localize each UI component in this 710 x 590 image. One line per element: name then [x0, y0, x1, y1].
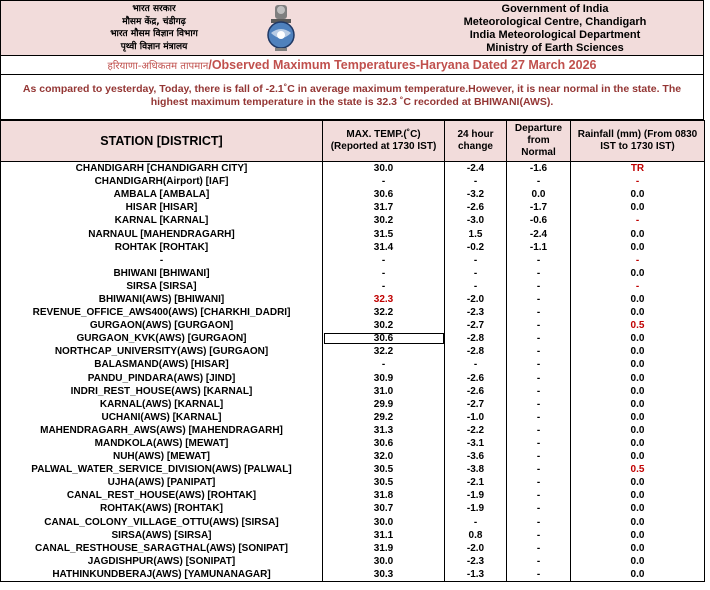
rainfall-cell[interactable]: 0.0	[571, 476, 705, 489]
station-cell[interactable]: GURGAON(AWS) [GURGAON]	[1, 319, 323, 332]
rainfall-cell[interactable]: TR	[571, 162, 705, 176]
change-cell[interactable]: -2.1	[445, 476, 507, 489]
max-temp-cell[interactable]: 29.2	[323, 411, 445, 424]
change-cell[interactable]: -2.6	[445, 385, 507, 398]
column-header-rainfall[interactable]: Rainfall (mm) (From 0830 IST to 1730 IST)	[571, 121, 705, 162]
english-line: Meteorological Centre, Chandigarh	[463, 16, 647, 28]
max-temp-cell[interactable]: 30.0	[323, 162, 445, 176]
temperature-table	[0, 120, 705, 582]
hindi-line: भारत मौसम विज्ञान विभाग	[110, 29, 198, 39]
departure-cell[interactable]: -	[507, 411, 571, 424]
summary-text: As compared to yesterday, Today, there is fall of -2.1˚C in average maximum temperature.However, it is near normal in the state. The highest maximum temperature in the state is 32.3 ˚C recorded at BHIWANI(AWS).	[0, 75, 704, 120]
change-cell[interactable]: -2.3	[445, 555, 507, 568]
column-header-change[interactable]: 24 hour change	[445, 121, 507, 162]
change-cell[interactable]: -2.0	[445, 293, 507, 306]
departure-cell[interactable]: -	[507, 345, 571, 358]
max-temp-cell[interactable]: 31.7	[323, 201, 445, 214]
change-cell[interactable]: 1.5	[445, 227, 507, 240]
departure-cell[interactable]: -	[507, 385, 571, 398]
max-temp-cell[interactable]: 30.6	[323, 332, 445, 345]
change-cell[interactable]: 0.8	[445, 529, 507, 542]
change-cell[interactable]: -3.2	[445, 188, 507, 201]
max-temp-cell[interactable]: 30.0	[323, 555, 445, 568]
departure-cell[interactable]: -	[507, 293, 571, 306]
station-cell[interactable]: NUH(AWS) [MEWAT]	[1, 450, 323, 463]
rainfall-cell[interactable]: 0.0	[571, 450, 705, 463]
change-cell[interactable]: -2.6	[445, 372, 507, 385]
max-temp-cell[interactable]: 30.7	[323, 502, 445, 515]
change-cell[interactable]: -1.3	[445, 568, 507, 582]
table-row	[1, 358, 705, 371]
station-cell[interactable]: CANAL_RESTHOUSE_SARAGTHAL(AWS) [SONIPAT]	[1, 542, 323, 555]
station-cell[interactable]: -	[1, 254, 323, 267]
national-emblem-icon	[259, 3, 303, 53]
table-row	[1, 372, 705, 385]
table-row	[1, 162, 705, 176]
report-title-hindi: हरियाणा-अधिकतम तापमान	[107, 61, 209, 72]
column-header-max-temp[interactable]: MAX. TEMP.(˚C) (Reported at 1730 IST)	[323, 121, 445, 162]
change-cell[interactable]: -1.0	[445, 411, 507, 424]
max-temp-cell[interactable]: -	[323, 358, 445, 371]
station-cell[interactable]: PALWAL_WATER_SERVICE_DIVISION(AWS) [PALWAL]	[1, 463, 323, 476]
table-row	[1, 306, 705, 319]
table-row	[1, 319, 705, 332]
change-cell[interactable]: -3.6	[445, 450, 507, 463]
rainfall-cell[interactable]: 0.0	[571, 358, 705, 371]
max-temp-cell[interactable]: -	[323, 280, 445, 293]
station-cell[interactable]: UCHANI(AWS) [KARNAL]	[1, 411, 323, 424]
table-row	[1, 568, 705, 582]
max-temp-cell[interactable]: 31.0	[323, 385, 445, 398]
max-temp-cell[interactable]: -	[323, 254, 445, 267]
max-temp-cell[interactable]: 30.0	[323, 516, 445, 529]
table-row	[1, 516, 705, 529]
rainfall-cell[interactable]: -	[571, 254, 705, 267]
rainfall-cell[interactable]: 0.0	[571, 201, 705, 214]
change-cell[interactable]: -	[445, 175, 507, 188]
departure-cell[interactable]: -	[507, 555, 571, 568]
max-temp-cell[interactable]: 31.4	[323, 241, 445, 254]
change-cell[interactable]: -	[445, 358, 507, 371]
table-row	[1, 463, 705, 476]
table-row	[1, 385, 705, 398]
departure-cell[interactable]: -	[507, 568, 571, 582]
table-row	[1, 502, 705, 515]
departure-cell[interactable]: -	[507, 267, 571, 280]
departure-cell[interactable]: -1.1	[507, 241, 571, 254]
rainfall-cell[interactable]: 0.0	[571, 398, 705, 411]
table-row	[1, 437, 705, 450]
departure-cell[interactable]: -	[507, 332, 571, 345]
report-title	[0, 56, 704, 75]
station-cell[interactable]: BHIWANI(AWS) [BHIWANI]	[1, 293, 323, 306]
departure-cell[interactable]: -	[507, 358, 571, 371]
change-cell[interactable]: -2.7	[445, 319, 507, 332]
station-cell[interactable]: SIRSA(AWS) [SIRSA]	[1, 529, 323, 542]
station-cell[interactable]: UJHA(AWS) [PANIPAT]	[1, 476, 323, 489]
rainfall-cell[interactable]: 0.0	[571, 293, 705, 306]
rainfall-cell[interactable]: 0.0	[571, 568, 705, 582]
change-cell[interactable]: -1.9	[445, 502, 507, 515]
table-row	[1, 280, 705, 293]
table-row	[1, 201, 705, 214]
max-temp-cell[interactable]: 32.2	[323, 345, 445, 358]
max-temp-cell[interactable]: 31.9	[323, 542, 445, 555]
table-row	[1, 398, 705, 411]
table-row	[1, 267, 705, 280]
report-title-english: /Observed Maximum Temperatures-Haryana Dated 27 March 2026	[208, 58, 597, 72]
departure-cell[interactable]: 0.0	[507, 188, 571, 201]
rainfall-cell[interactable]: 0.5	[571, 463, 705, 476]
station-cell[interactable]: NARNAUL [MAHENDRAGARH]	[1, 227, 323, 240]
departure-cell[interactable]: -	[507, 280, 571, 293]
max-temp-cell[interactable]: -	[323, 267, 445, 280]
rainfall-cell[interactable]: 0.0	[571, 424, 705, 437]
rainfall-cell[interactable]: 0.0	[571, 542, 705, 555]
table-row	[1, 175, 705, 188]
departure-cell[interactable]: -0.6	[507, 214, 571, 227]
station-cell[interactable]: MANDKOLA(AWS) [MEWAT]	[1, 437, 323, 450]
departure-cell[interactable]: -	[507, 254, 571, 267]
station-cell[interactable]: CHANDIGARH [CHANDIGARH CITY]	[1, 162, 323, 176]
rainfall-cell[interactable]: 0.5	[571, 319, 705, 332]
departure-cell[interactable]: -	[507, 306, 571, 319]
column-header-station[interactable]: STATION [DISTRICT]	[1, 121, 323, 162]
max-temp-cell[interactable]: 30.5	[323, 476, 445, 489]
change-cell[interactable]: -2.4	[445, 162, 507, 176]
max-temp-cell[interactable]: 30.6	[323, 437, 445, 450]
departure-cell[interactable]: -1.7	[507, 201, 571, 214]
departure-cell[interactable]: -	[507, 489, 571, 502]
station-cell[interactable]: JAGDISHPUR(AWS) [SONIPAT]	[1, 555, 323, 568]
departure-cell[interactable]: -	[507, 398, 571, 411]
station-cell[interactable]: SIRSA [SIRSA]	[1, 280, 323, 293]
station-cell[interactable]: INDRI_REST_HOUSE(AWS) [KARNAL]	[1, 385, 323, 398]
letterhead	[0, 0, 704, 56]
table-row	[1, 345, 705, 358]
table-row	[1, 227, 705, 240]
rainfall-cell[interactable]: 0.0	[571, 241, 705, 254]
table-row	[1, 489, 705, 502]
station-cell[interactable]: HISAR [HISAR]	[1, 201, 323, 214]
departure-cell[interactable]: -2.4	[507, 227, 571, 240]
departure-cell[interactable]: -	[507, 372, 571, 385]
station-cell[interactable]: BALASMAND(AWS) [HISAR]	[1, 358, 323, 371]
table-row	[1, 214, 705, 227]
rainfall-cell[interactable]: 0.0	[571, 385, 705, 398]
rainfall-cell[interactable]: 0.0	[571, 411, 705, 424]
change-cell[interactable]: -	[445, 280, 507, 293]
departure-cell[interactable]: -	[507, 476, 571, 489]
station-cell[interactable]: CANAL_REST_HOUSE(AWS) [ROHTAK]	[1, 489, 323, 502]
rainfall-cell[interactable]: 0.0	[571, 555, 705, 568]
max-temp-cell[interactable]: 30.9	[323, 372, 445, 385]
table-row	[1, 188, 705, 201]
station-cell[interactable]: PANDU_PINDARA(AWS) [JIND]	[1, 372, 323, 385]
departure-cell[interactable]: -	[507, 424, 571, 437]
table-body	[1, 162, 705, 582]
change-cell[interactable]: -3.8	[445, 463, 507, 476]
english-line: Ministry of Earth Sciences	[486, 42, 624, 54]
max-temp-cell[interactable]: -	[323, 175, 445, 188]
departure-cell[interactable]: -	[507, 450, 571, 463]
rainfall-cell[interactable]: -	[571, 175, 705, 188]
change-cell[interactable]: -3.1	[445, 437, 507, 450]
table-row	[1, 411, 705, 424]
table-row	[1, 332, 705, 345]
table-row	[1, 241, 705, 254]
max-temp-cell[interactable]: 29.9	[323, 398, 445, 411]
english-line: India Meteorological Department	[469, 29, 641, 41]
departure-cell[interactable]: -	[507, 502, 571, 515]
column-header-departure[interactable]: Departure from Normal	[507, 121, 571, 162]
station-cell[interactable]: ROHTAK [ROHTAK]	[1, 241, 323, 254]
rainfall-cell[interactable]: 0.0	[571, 332, 705, 345]
english-letterhead	[435, 3, 675, 55]
hindi-line: मौसम केंद्र, चंडीगढ़	[122, 16, 186, 27]
rainfall-cell[interactable]: -	[571, 214, 705, 227]
rainfall-cell[interactable]: 0.0	[571, 227, 705, 240]
rainfall-cell[interactable]: 0.0	[571, 306, 705, 319]
departure-cell[interactable]: -	[507, 529, 571, 542]
departure-cell[interactable]: -	[507, 319, 571, 332]
hindi-line: पृथ्वी विज्ञान मंत्रालय	[120, 41, 188, 52]
rainfall-cell[interactable]: 0.0	[571, 516, 705, 529]
table-row	[1, 542, 705, 555]
station-cell[interactable]: BHIWANI [BHIWANI]	[1, 267, 323, 280]
departure-cell[interactable]: -	[507, 542, 571, 555]
max-temp-cell[interactable]: 31.8	[323, 489, 445, 502]
table-row	[1, 555, 705, 568]
change-cell[interactable]: -2.3	[445, 306, 507, 319]
station-cell[interactable]: KARNAL [KARNAL]	[1, 214, 323, 227]
max-temp-cell[interactable]: 32.2	[323, 306, 445, 319]
english-line: Government of India	[501, 3, 609, 15]
station-cell[interactable]: MAHENDRAGARH_AWS(AWS) [MAHENDRAGARH]	[1, 424, 323, 437]
station-cell[interactable]: NORTHCAP_UNIVERSITY(AWS) [GURGAON]	[1, 345, 323, 358]
departure-cell[interactable]: -	[507, 437, 571, 450]
table-header-row	[1, 121, 705, 162]
change-cell[interactable]: -2.6	[445, 201, 507, 214]
max-temp-cell[interactable]: 30.2	[323, 214, 445, 227]
rainfall-cell[interactable]: 0.0	[571, 267, 705, 280]
change-cell[interactable]: -2.2	[445, 424, 507, 437]
change-cell[interactable]: -2.0	[445, 542, 507, 555]
change-cell[interactable]: -	[445, 254, 507, 267]
rainfall-cell[interactable]: 0.0	[571, 437, 705, 450]
table-row	[1, 254, 705, 267]
station-cell[interactable]: GURGAON_KVK(AWS) [GURGAON]	[1, 332, 323, 345]
max-temp-cell[interactable]: 32.3	[323, 293, 445, 306]
rainfall-cell[interactable]: 0.0	[571, 529, 705, 542]
max-temp-cell[interactable]: 31.3	[323, 424, 445, 437]
rainfall-cell[interactable]: -	[571, 280, 705, 293]
change-cell[interactable]: -	[445, 267, 507, 280]
station-cell[interactable]: KARNAL(AWS) [KARNAL]	[1, 398, 323, 411]
station-cell[interactable]: AMBALA [AMBALA]	[1, 188, 323, 201]
rainfall-cell[interactable]: 0.0	[571, 502, 705, 515]
station-cell[interactable]: HATHINKUNDBERAJ(AWS) [YAMUNANAGAR]	[1, 568, 323, 582]
max-temp-cell[interactable]: 31.5	[323, 227, 445, 240]
station-cell[interactable]: CANAL_COLONY_VILLAGE_OTTU(AWS) [SIRSA]	[1, 516, 323, 529]
station-cell[interactable]: CHANDIGARH(Airport) [IAF]	[1, 175, 323, 188]
max-temp-cell[interactable]: 30.5	[323, 463, 445, 476]
rainfall-cell[interactable]: 0.0	[571, 345, 705, 358]
table-row	[1, 424, 705, 437]
rainfall-cell[interactable]: 0.0	[571, 489, 705, 502]
hindi-line: भारत सरकार	[132, 4, 176, 14]
change-cell[interactable]: -2.7	[445, 398, 507, 411]
change-cell[interactable]: -1.9	[445, 489, 507, 502]
departure-cell[interactable]: -1.6	[507, 162, 571, 176]
max-temp-cell[interactable]: 31.1	[323, 529, 445, 542]
departure-cell[interactable]: -	[507, 463, 571, 476]
departure-cell[interactable]: -	[507, 175, 571, 188]
table-row	[1, 476, 705, 489]
change-cell[interactable]: -3.0	[445, 214, 507, 227]
table-row	[1, 293, 705, 306]
hindi-letterhead	[79, 3, 229, 53]
max-temp-cell[interactable]: 32.0	[323, 450, 445, 463]
change-cell[interactable]: -2.8	[445, 332, 507, 345]
max-temp-cell[interactable]: 30.2	[323, 319, 445, 332]
rainfall-cell[interactable]: 0.0	[571, 372, 705, 385]
station-cell[interactable]: ROHTAK(AWS) [ROHTAK]	[1, 502, 323, 515]
change-cell[interactable]: -	[445, 516, 507, 529]
change-cell[interactable]: -0.2	[445, 241, 507, 254]
departure-cell[interactable]: -	[507, 516, 571, 529]
max-temp-cell[interactable]: 30.3	[323, 568, 445, 582]
change-cell[interactable]: -2.8	[445, 345, 507, 358]
table-row	[1, 450, 705, 463]
rainfall-cell[interactable]: 0.0	[571, 188, 705, 201]
table-row	[1, 529, 705, 542]
max-temp-cell[interactable]: 30.6	[323, 188, 445, 201]
station-cell[interactable]: REVENUE_OFFICE_AWS400(AWS) [CHARKHI_DADRI]	[1, 306, 323, 319]
